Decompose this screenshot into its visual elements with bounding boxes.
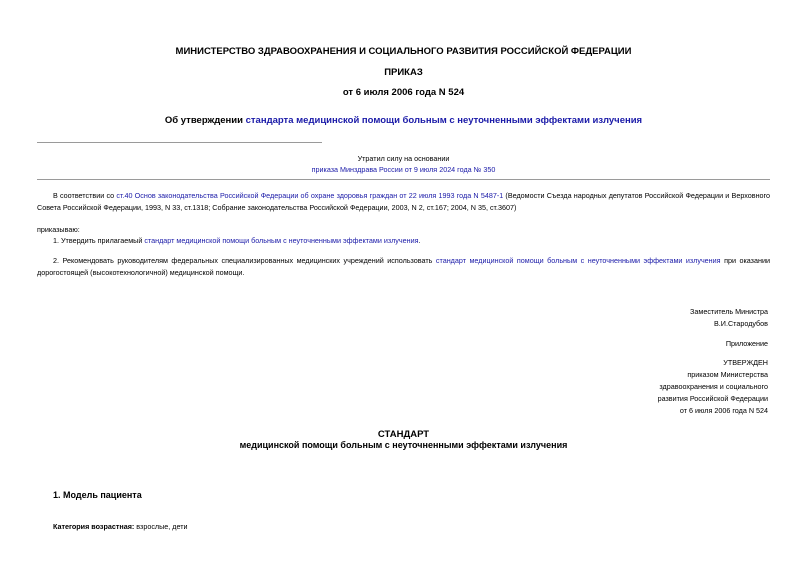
preamble-prefix: В соответствии со bbox=[53, 191, 117, 200]
ministry-title: МИНИСТЕРСТВО ЗДРАВООХРАНЕНИЯ И СОЦИАЛЬНОГО РАЗВИТИЯ РОССИЙСКОЙ ФЕДЕРАЦИИ bbox=[175, 46, 632, 57]
order-title-prefix: Об утверждении bbox=[164, 115, 246, 126]
item-1-standard-link[interactable]: стандарт медицинской помощи больным с неуточненными эффектами излучения bbox=[144, 236, 419, 245]
item-1-suffix: . bbox=[418, 236, 421, 245]
law-link[interactable]: ст.40 Основ законодательства Российской Федерации об охране здоровья граждан от 22 июля 1993 года N 5487-1 bbox=[116, 191, 504, 200]
item-2-standard-link[interactable]: стандарт медицинской помощи больным с неуточненными эффектами излучения bbox=[435, 256, 721, 265]
approved-line-2: здравоохранения и социального bbox=[659, 382, 768, 391]
signature-block bbox=[690, 306, 768, 330]
standard-title: СТАНДАРТ bbox=[377, 429, 430, 440]
age-category-label: Категория возрастная: bbox=[53, 522, 135, 531]
standard-subtitle: медицинской помощи больным с неуточненными эффектами излучения bbox=[239, 440, 568, 450]
preamble-paragraph bbox=[37, 190, 770, 214]
approved-line-3: развития Российской Федерации bbox=[657, 394, 768, 403]
signature-name: В.И.Стародубов bbox=[714, 319, 768, 328]
order-word: приказываю: bbox=[37, 225, 80, 234]
item-2-prefix: 2. Рекомендовать руководителям федеральных специализированных медицинских учреждений использовать bbox=[53, 256, 436, 265]
appendix-label: Приложение bbox=[725, 339, 768, 348]
divider-bottom bbox=[37, 179, 770, 180]
item-2 bbox=[37, 255, 770, 279]
approved-line-1: приказом Министерства bbox=[687, 370, 768, 379]
revoking-order-link[interactable]: приказа Минздрава России от 9 июля 2024 года № 350 bbox=[311, 165, 496, 174]
item-1 bbox=[53, 235, 420, 247]
revoked-note: Утратил силу на основании bbox=[357, 154, 450, 163]
signature-position: Заместитель Министра bbox=[690, 307, 768, 316]
item-1-prefix: 1. Утвердить прилагаемый bbox=[53, 236, 145, 245]
approved-line-4: от 6 июля 2006 года N 524 bbox=[679, 406, 768, 415]
preamble-suffix: (Ведомости Съезда народных депутатов Российской Федерации и Верховного Совета Российской Федерации, 1993, N 33, ст.1318; Собрание законодательства Российской Федерации, 2003, N 2, ст.167; 2004, N 35, ст.3607) bbox=[37, 191, 770, 212]
divider-top bbox=[37, 142, 322, 143]
order-date: от 6 июля 2006 года N 524 bbox=[342, 87, 465, 98]
standard-link[interactable]: стандарта медицинской помощи больным с неуточненными эффектами излучения bbox=[245, 115, 643, 126]
section-heading: 1. Модель пациента bbox=[53, 490, 142, 500]
age-category bbox=[53, 521, 188, 532]
approved-label: УТВЕРЖДЕН bbox=[723, 358, 768, 367]
order-title bbox=[0, 115, 807, 126]
approval-block bbox=[658, 357, 768, 417]
age-category-value: взрослые, дети bbox=[134, 522, 188, 531]
item-2-suffix: при оказании дорогостоящей (высокотехнологичной) медицинской помощи. bbox=[37, 256, 770, 277]
doc-type: ПРИКАЗ bbox=[384, 67, 423, 78]
